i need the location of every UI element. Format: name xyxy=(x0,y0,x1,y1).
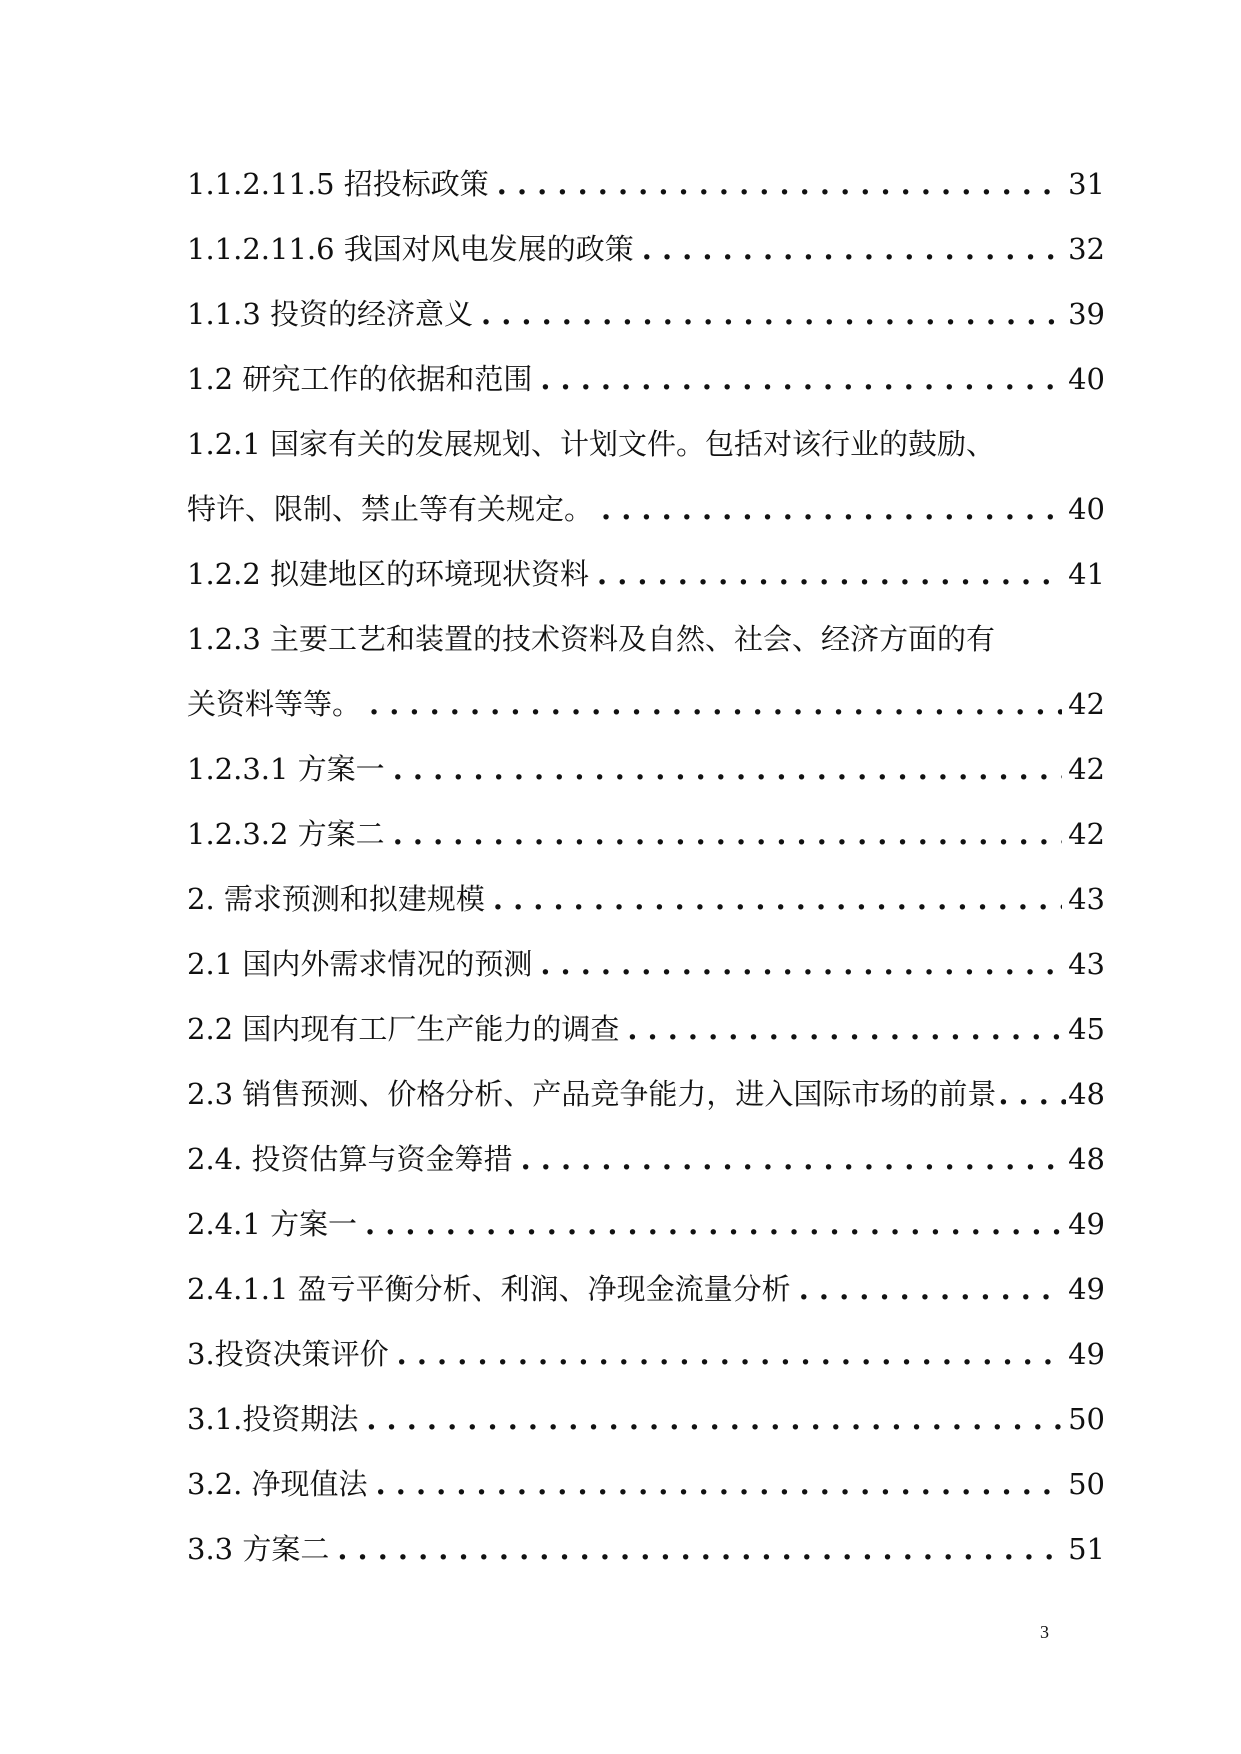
toc-entry-page: 42 xyxy=(1068,817,1105,851)
toc-entry-title: 1.1.2.11.6 我国对风电发展的政策 xyxy=(187,232,634,266)
toc-entry-title: 1.2.3.2 方案二 xyxy=(187,817,385,851)
toc-entry-title: 1.1.2.11.5 招投标政策 xyxy=(187,167,489,201)
toc-entry-page: 41 xyxy=(1068,557,1105,591)
dot-leader xyxy=(365,1192,1062,1257)
toc-entry[interactable] xyxy=(187,932,1105,997)
dot-leader xyxy=(376,1452,1063,1517)
toc-entry-title: 2.4.1 方案一 xyxy=(187,1207,358,1241)
toc-entry-page: 50 xyxy=(1068,1467,1105,1501)
toc-entry[interactable] xyxy=(187,282,1105,347)
toc-entry-title: 1.2.1 国家有关的发展规划、计划文件。包括对该行业的鼓励、 xyxy=(187,427,996,461)
toc-entry-title: 1.2.3 主要工艺和装置的技术资料及自然、社会、经济方面的有 xyxy=(187,622,996,656)
toc-entry-page: 48 xyxy=(1068,1142,1105,1176)
dot-leader xyxy=(540,932,1062,997)
dot-leader xyxy=(597,542,1062,607)
toc-entry-title: 2. 需求预测和拟建规模 xyxy=(187,882,485,916)
toc-entry-title: 3.2. 净现值法 xyxy=(187,1467,368,1501)
toc-entry[interactable] xyxy=(187,1062,1105,1127)
dot-leader xyxy=(642,217,1062,282)
toc-entry[interactable] xyxy=(187,412,1105,477)
toc-entry[interactable] xyxy=(187,737,1105,802)
toc-entry-page: 48 xyxy=(1068,1077,1105,1111)
toc-entry-page: 45 xyxy=(1068,1012,1105,1046)
toc-entry[interactable] xyxy=(187,152,1105,217)
toc-entry[interactable] xyxy=(187,1322,1105,1387)
dot-leader xyxy=(497,152,1062,217)
toc-entry-page: 43 xyxy=(1068,947,1105,981)
toc-entry-page: 32 xyxy=(1068,232,1105,266)
dot-leader xyxy=(337,1517,1062,1582)
toc-entry[interactable] xyxy=(187,802,1105,867)
dot-leader xyxy=(493,867,1062,932)
dot-leader xyxy=(481,282,1062,347)
toc-entry-page: 39 xyxy=(1068,297,1105,331)
page-number: 3 xyxy=(1040,1622,1049,1642)
toc-entry-page: 50 xyxy=(1068,1402,1105,1436)
toc-entry[interactable] xyxy=(187,1517,1105,1582)
dot-leader xyxy=(540,347,1062,412)
toc-entry-title: 特许、限制、禁止等有关规定。 xyxy=(187,492,594,526)
toc-entry-page: 49 xyxy=(1068,1207,1105,1241)
toc-entry-title: 1.1.3 投资的经济意义 xyxy=(187,297,474,331)
dot-leader xyxy=(369,672,1062,737)
toc-entry[interactable] xyxy=(187,1127,1105,1192)
toc-entry-title: 1.2.2 拟建地区的环境现状资料 xyxy=(187,557,590,591)
toc-entry-page: 40 xyxy=(1068,492,1105,526)
toc-entry[interactable] xyxy=(187,1192,1105,1257)
toc-entry-page: 43 xyxy=(1068,882,1105,916)
dot-leader xyxy=(366,1387,1062,1452)
toc-entry[interactable] xyxy=(187,217,1105,282)
toc-entry-page: 51 xyxy=(1068,1532,1105,1566)
toc-entry-title: 3.3 方案二 xyxy=(187,1532,330,1566)
table-of-contents xyxy=(187,152,1105,1582)
toc-entry-title: 2.4. 投资估算与资金筹措 xyxy=(187,1142,513,1176)
toc-entry[interactable] xyxy=(187,477,1105,542)
toc-entry-title: 3.1.投资期法 xyxy=(187,1402,359,1436)
toc-entry[interactable] xyxy=(187,347,1105,412)
toc-entry[interactable] xyxy=(187,1452,1105,1517)
dot-leader xyxy=(601,477,1062,542)
toc-entry-title: 2.3 销售预测、价格分析、产品竞争能力，进入国际市场的前景 xyxy=(187,1077,997,1111)
toc-entry-page: 49 xyxy=(1068,1272,1105,1306)
toc-entry-page: 42 xyxy=(1068,687,1105,721)
toc-entry-title: 2.4.1.1 盈亏平衡分析、利润、净现金流量分析 xyxy=(187,1272,791,1306)
toc-entry-page: 40 xyxy=(1068,362,1105,396)
toc-entry-page: 49 xyxy=(1068,1337,1105,1371)
toc-entry[interactable] xyxy=(187,997,1105,1062)
toc-entry-page: 42 xyxy=(1068,752,1105,786)
toc-entry[interactable] xyxy=(187,607,1105,672)
dot-leader xyxy=(998,1062,1066,1127)
dot-leader xyxy=(521,1127,1063,1192)
toc-entry-title: 1.2 研究工作的依据和范围 xyxy=(187,362,533,396)
toc-entry[interactable] xyxy=(187,867,1105,932)
toc-entry-title: 关资料等等。 xyxy=(187,687,362,721)
dot-leader xyxy=(397,1322,1062,1387)
dot-leader xyxy=(799,1257,1062,1322)
toc-entry-page: 31 xyxy=(1068,167,1105,201)
toc-entry-title: 3.投资决策评价 xyxy=(187,1337,389,1371)
dot-leader xyxy=(393,737,1062,802)
toc-entry[interactable] xyxy=(187,542,1105,607)
toc-entry-title: 2.2 国内现有工厂生产能力的调查 xyxy=(187,1012,620,1046)
toc-entry-title: 2.1 国内外需求情况的预测 xyxy=(187,947,533,981)
toc-entry[interactable] xyxy=(187,1387,1105,1452)
dot-leader xyxy=(627,997,1062,1062)
toc-entry-title: 1.2.3.1 方案一 xyxy=(187,752,385,786)
toc-entry[interactable] xyxy=(187,672,1105,737)
dot-leader xyxy=(393,802,1062,867)
toc-entry[interactable] xyxy=(187,1257,1105,1322)
